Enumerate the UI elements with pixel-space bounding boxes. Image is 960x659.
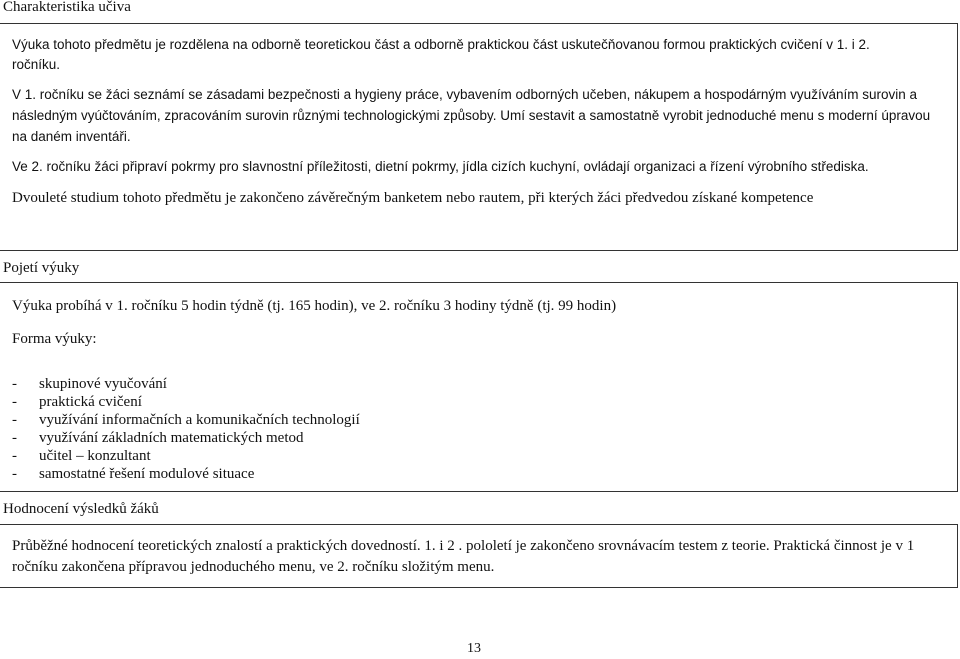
charakteristika-paragraph-3: Ve 2. ročníku žáci připraví pokrmy pro slavnostní příležitosti, dietní pokrmy, jídla cizích kuchyní, ovládají organizaci a řízení výrobního střediska.	[12, 159, 869, 174]
section-heading-charakteristika: Charakteristika učiva	[3, 0, 131, 15]
hours-text: Výuka probíhá v 1. ročníku 5 hodin týdně (tj. 165 hodin), ve 2. ročníku 3 hodiny týdně (tj. 99 hodin)	[12, 298, 617, 314]
section-heading-hodnoceni: Hodnocení výsledků žáků	[3, 501, 159, 517]
page-number: 13	[467, 641, 481, 656]
hodnoceni-box	[0, 524, 958, 588]
hodnoceni-text: Průběžné hodnocení teoretických znalostí a praktických dovedností. 1. i 2 . pololetí je zakončeno srovnávacím testem z teorie. Praktická činnost je v 1 ročníku zakončena přípravou jednoduchého menu, ve 2. ročníku složitým menu.	[12, 538, 915, 575]
list-item: - využívání informačních a komunikačních technologií	[12, 411, 957, 429]
pojeti-box	[0, 282, 958, 492]
charakteristika-paragraph-1: Výuka tohoto předmětu je rozdělena na odborně teoretickou část a odborně praktickou část uskutečňovanou formou praktických cvičení v 1. i 2. ročníku.	[12, 37, 870, 72]
section-heading-pojeti: Pojetí výuky	[3, 260, 80, 276]
charakteristika-box	[0, 23, 958, 251]
list-item: - praktická cvičení	[12, 393, 957, 411]
forma-vyuky-list	[12, 375, 957, 483]
list-item: - učitel – konzultant	[12, 447, 957, 465]
list-item: - využívání základních matematických metod	[12, 429, 957, 447]
charakteristika-paragraph-2: V 1. ročníku se žáci seznámí se zásadami bezpečnosti a hygieny práce, vybavením odborných učeben, nákupem a hospodárným využíváním surovin a následným vyúčtováním, zpracováním surovin různými technologickými způsoby. Umí sestavit a samostatně vyrobit jednoduché menu s moderní úpravou na daném inventáři.	[12, 87, 931, 144]
list-item: - skupinové vyučování	[12, 375, 957, 393]
list-item: - samostatné řešení modulové situace	[12, 465, 957, 483]
charakteristika-paragraph-4: Dvouleté studium tohoto předmětu je zakončeno závěrečným banketem nebo rautem, při kterých žáci předvedou získané kompetence	[12, 190, 814, 206]
forma-vyuky-label: Forma výuky:	[12, 331, 97, 347]
